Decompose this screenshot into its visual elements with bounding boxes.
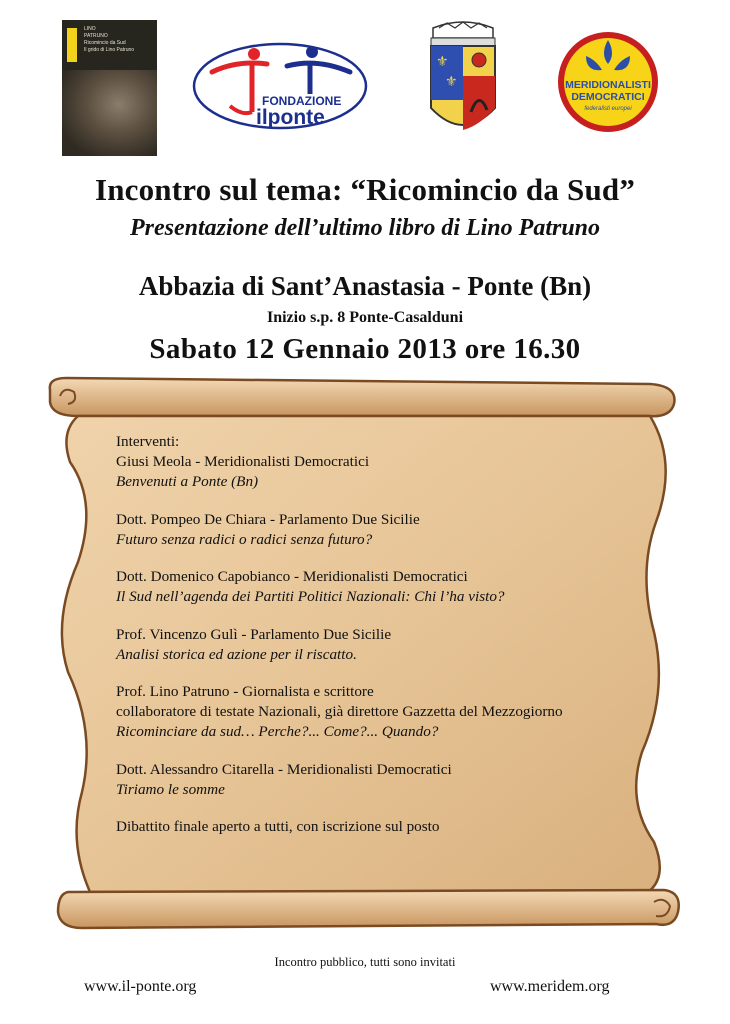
speaker-name: Dott. Domenico Capobianco - Meridionalisti Democratici bbox=[116, 568, 468, 585]
fondazione-label: FONDAZIONE bbox=[262, 94, 342, 108]
speaker-topic: Il Sud nell’agenda dei Partiti Politici Nazionali: Chi l’ha visto? bbox=[116, 588, 505, 605]
program-heading: Interventi: bbox=[116, 433, 180, 450]
subtitle: Presentazione dell’ultimo libro di Lino Patruno bbox=[129, 215, 601, 241]
address: Inizio s.p. 8 Ponte-Casalduni bbox=[266, 309, 464, 326]
speaker-topic: Tiriamo le somme bbox=[116, 780, 225, 798]
program-item bbox=[116, 510, 676, 550]
ilponte-label: ilponte bbox=[256, 106, 325, 129]
speaker-name: Giusi Meola - Meridionalisti Democratici bbox=[116, 453, 370, 470]
program-intro bbox=[116, 432, 676, 492]
venue: Abbazia di Sant’Anastasia - Ponte (Bn) bbox=[138, 271, 592, 301]
speaker-name: Dott. Pompeo De Chiara - Parlamento Due Sicilie bbox=[116, 510, 420, 528]
md-label-1: MERIDIONALISTI bbox=[565, 79, 651, 91]
speaker-name: Prof. Lino Patruno - Giornalista e scrittore bbox=[116, 683, 374, 700]
page-title: Incontro sul tema: “Ricomincio da Sud” bbox=[94, 172, 636, 207]
program-item bbox=[116, 760, 676, 800]
book-cover-image bbox=[62, 20, 157, 156]
program-list bbox=[116, 432, 676, 855]
md-label-2: DEMOCRATICI bbox=[571, 91, 645, 103]
speaker-note: collaboratore di testate Nazionali, già direttore Gazzetta del Mezzogiorno bbox=[116, 703, 563, 720]
speaker-topic: Analisi storica ed azione per il riscatto. bbox=[116, 645, 357, 663]
md-label-3: federalisti europei bbox=[584, 106, 632, 112]
fondazione-ilponte-logo bbox=[192, 42, 369, 130]
il-ponte-link[interactable]: www.il-ponte.org bbox=[84, 978, 197, 995]
closing-text: Dibattito finale aperto a tutti, con iscrizione sul posto bbox=[116, 818, 440, 835]
event-date: Sabato 12 Gennaio 2013 ore 16.30 bbox=[149, 333, 581, 365]
program-item bbox=[116, 567, 676, 607]
speaker-topic: Futuro senza radici o radici senza futuro? bbox=[116, 530, 373, 548]
program-item bbox=[116, 625, 676, 665]
footer-note: Incontro pubblico, tutti sono invitati bbox=[274, 955, 456, 969]
speaker-topic: Benvenuti a Ponte (Bn) bbox=[116, 473, 259, 490]
meridem-link[interactable]: www.meridem.org bbox=[490, 978, 610, 995]
program-closing bbox=[116, 817, 676, 837]
meridionalisti-democratici-logo bbox=[556, 30, 660, 134]
cow-photo bbox=[62, 70, 157, 156]
book-cover-text: LINO PATRUNO Ricomincio da Sud Il grido di Lino Patruno bbox=[84, 26, 135, 53]
program-item bbox=[116, 682, 676, 742]
speaker-name: Dott. Alessandro Citarella - Meridionalisti Democratici bbox=[116, 760, 452, 778]
svg-text:⚜: ⚜ bbox=[436, 55, 449, 70]
coat-of-arms-icon bbox=[425, 20, 501, 142]
speaker-topic: Ricominciare da sud… Perche?... Come?... Quando? bbox=[116, 723, 439, 740]
svg-text:⚜: ⚜ bbox=[445, 75, 458, 90]
speaker-name: Prof. Vincenzo Gulì - Parlamento Due Sicilie bbox=[116, 625, 392, 643]
